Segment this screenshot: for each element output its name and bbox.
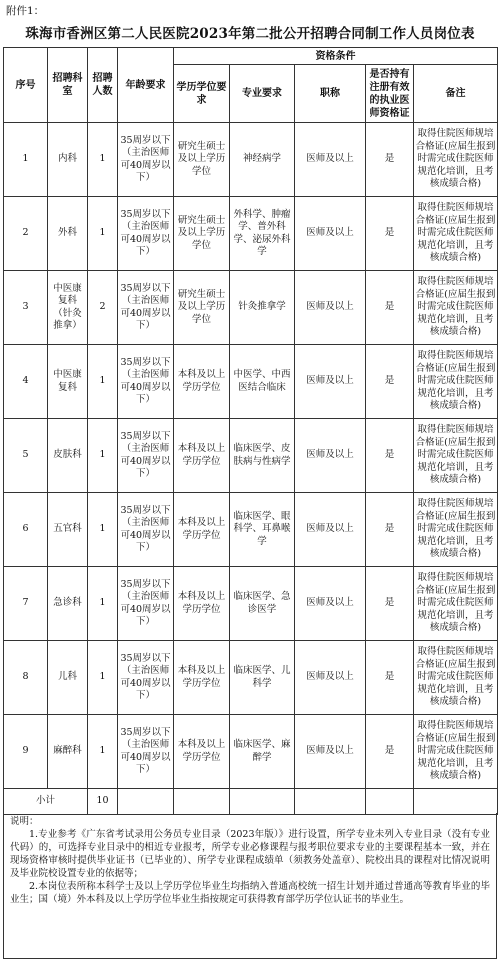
cell-age: 35周岁以下（主治医师可40周岁以下） (118, 123, 174, 197)
header-age: 年龄要求 (118, 48, 174, 123)
cell-remark: 取得住院医师规培合格证(应届生报到时需完成住院医师规范化培训，且考核成绩合格) (414, 197, 498, 271)
cell-title: 医师及以上 (295, 123, 366, 197)
cell-remark: 取得住院医师规培合格证(应届生报到时需完成住院医师规范化培训，且考核成绩合格) (414, 123, 498, 197)
cell-education: 研究生硕士及以上学历学位 (174, 271, 230, 345)
cell-dept: 内科 (48, 123, 88, 197)
cell-education: 研究生硕士及以上学历学位 (174, 123, 230, 197)
cell-no: 9 (4, 715, 48, 789)
cell-dept: 中医康复科（针灸推拿） (48, 271, 88, 345)
cell-dept: 急诊科 (48, 567, 88, 641)
cell-remark: 取得住院医师规培合格证(应届生报到时需完成住院医师规范化培训，且考核成绩合格) (414, 493, 498, 567)
header-major: 专业要求 (230, 65, 295, 123)
table-row (4, 641, 498, 715)
cell-license: 是 (366, 493, 414, 567)
cell-license: 是 (366, 123, 414, 197)
cell-dept: 外科 (48, 197, 88, 271)
cell-remark: 取得住院医师规培合格证(应届生报到时需完成住院医师规范化培训，且考核成绩合格) (414, 715, 498, 789)
table-row (4, 715, 498, 789)
cell-count: 1 (88, 493, 118, 567)
cell-count: 1 (88, 641, 118, 715)
header-count: 招聘人数 (88, 48, 118, 123)
header-dept: 招聘科室 (48, 48, 88, 123)
cell-education: 本科及以上学历学位 (174, 567, 230, 641)
cell-age: 35周岁以下（主治医师可40周岁以下） (118, 271, 174, 345)
cell-dept: 儿科 (48, 641, 88, 715)
cell-no: 7 (4, 567, 48, 641)
cell-count: 1 (88, 567, 118, 641)
cell-title: 医师及以上 (295, 197, 366, 271)
cell-major: 针灸推拿学 (230, 271, 295, 345)
header-remark: 备注 (414, 65, 498, 123)
positions-table (3, 47, 498, 815)
cell-no: 5 (4, 419, 48, 493)
cell-count: 1 (88, 715, 118, 789)
header-education: 学历学位要求 (174, 65, 230, 123)
cell-education: 本科及以上学历学位 (174, 715, 230, 789)
cell-title: 医师及以上 (295, 419, 366, 493)
cell-count: 1 (88, 345, 118, 419)
cell-no: 4 (4, 345, 48, 419)
cell-age: 35周岁以下（主治医师可40周岁以下） (118, 715, 174, 789)
cell-no: 2 (4, 197, 48, 271)
cell-age: 35周岁以下（主治医师可40周岁以下） (118, 419, 174, 493)
page-title: 珠海市香洲区第二人民医院2023年第二批公开招聘合同制工作人员岗位表 (25, 26, 475, 42)
cell-major: 临床医学、皮肤病与性病学 (230, 419, 295, 493)
cell-major: 临床医学、麻醉学 (230, 715, 295, 789)
cell-license: 是 (366, 271, 414, 345)
cell-remark: 取得住院医师规培合格证(应届生报到时需完成住院医师规范化培训，且考核成绩合格) (414, 345, 498, 419)
table-row (4, 419, 498, 493)
cell-title: 医师及以上 (295, 345, 366, 419)
cell-age: 35周岁以下（主治医师可40周岁以下） (118, 345, 174, 419)
cell-age: 35周岁以下（主治医师可40周岁以下） (118, 197, 174, 271)
cell-no: 8 (4, 641, 48, 715)
notes-section (3, 813, 497, 959)
cell-no: 6 (4, 493, 48, 567)
cell-license: 是 (366, 715, 414, 789)
cell-dept: 中医康复科 (48, 345, 88, 419)
table-row (4, 197, 498, 271)
cell-major: 临床医学、急诊医学 (230, 567, 295, 641)
cell-dept: 皮肤科 (48, 419, 88, 493)
header-qualifications: 资格条件 (174, 48, 498, 65)
cell-no: 3 (4, 271, 48, 345)
cell-major: 临床医学、儿科学 (230, 641, 295, 715)
cell-education: 研究生硕士及以上学历学位 (174, 197, 230, 271)
note-item-1: 1.专业参考《广东省考试录用公务员专业目录（2023年版）》进行设置，所学专业未列入专业目录（没有专业代码）的，可选择专业目录中的相近专业报考，所学专业必修课程与报考职位要求专业的主要课程基本一致，并在现场资格审核时提供毕业证书（已毕业的）、所学专业课程成绩单（须教务处盖章）、院校出具的课程对比情况说明及毕业院校设置专业的依据等； (10, 829, 490, 879)
table-row (4, 493, 498, 567)
cell-education: 本科及以上学历学位 (174, 345, 230, 419)
cell-remark: 取得住院医师规培合格证(应届生报到时需完成住院医师规范化培训，且考核成绩合格) (414, 419, 498, 493)
cell-count: 1 (88, 123, 118, 197)
cell-age: 35周岁以下（主治医师可40周岁以下） (118, 641, 174, 715)
cell-education: 本科及以上学历学位 (174, 641, 230, 715)
cell-title: 医师及以上 (295, 493, 366, 567)
header-license: 是否持有注册有效的执业医师资格证 (366, 65, 414, 123)
cell-education: 本科及以上学历学位 (174, 419, 230, 493)
cell-dept: 五官科 (48, 493, 88, 567)
cell-age: 35周岁以下（主治医师可40周岁以下） (118, 567, 174, 641)
cell-remark: 取得住院医师规培合格证(应届生报到时需完成住院医师规范化培训，且考核成绩合格) (414, 567, 498, 641)
header-no: 序号 (4, 48, 48, 123)
table-row (4, 345, 498, 419)
notes-heading: 说明： (10, 816, 39, 827)
table-row (4, 567, 498, 641)
cell-major: 外科学、肿瘤学、普外科学、泌尿外科学 (230, 197, 295, 271)
note-item-2: 2.本岗位表所称本科学士及以上学历学位毕业生均指纳入普通高校统一招生计划并通过普通高等教育毕业的毕业生；国（境）外本科及以上学历学位毕业生指按规定可获得教育部学历学位认证书的毕业生。 (10, 881, 490, 905)
table-row (4, 123, 498, 197)
cell-remark: 取得住院医师规培合格证(应届生报到时需完成住院医师规范化培训，且考核成绩合格) (414, 271, 498, 345)
cell-license: 是 (366, 419, 414, 493)
cell-no: 1 (4, 123, 48, 197)
cell-remark: 取得住院医师规培合格证(应届生报到时需完成住院医师规范化培训，且考核成绩合格) (414, 641, 498, 715)
cell-major: 中医学、中西医结合临床 (230, 345, 295, 419)
cell-count: 1 (88, 197, 118, 271)
cell-title: 医师及以上 (295, 715, 366, 789)
cell-license: 是 (366, 345, 414, 419)
table-row (4, 271, 498, 345)
subtotal-label: 小计 (4, 789, 88, 815)
cell-count: 2 (88, 271, 118, 345)
cell-title: 医师及以上 (295, 641, 366, 715)
cell-age: 35周岁以下（主治医师可40周岁以下） (118, 493, 174, 567)
cell-education: 本科及以上学历学位 (174, 493, 230, 567)
cell-major: 神经病学 (230, 123, 295, 197)
cell-title: 医师及以上 (295, 567, 366, 641)
cell-license: 是 (366, 641, 414, 715)
cell-license: 是 (366, 567, 414, 641)
header-title: 职称 (295, 65, 366, 123)
cell-count: 1 (88, 419, 118, 493)
cell-title: 医师及以上 (295, 271, 366, 345)
subtotal-row (4, 789, 498, 815)
attachment-label: 附件1： (6, 5, 45, 17)
subtotal-count: 10 (88, 789, 118, 815)
cell-major: 临床医学、眼科学、耳鼻喉学 (230, 493, 295, 567)
cell-dept: 麻醉科 (48, 715, 88, 789)
cell-license: 是 (366, 197, 414, 271)
